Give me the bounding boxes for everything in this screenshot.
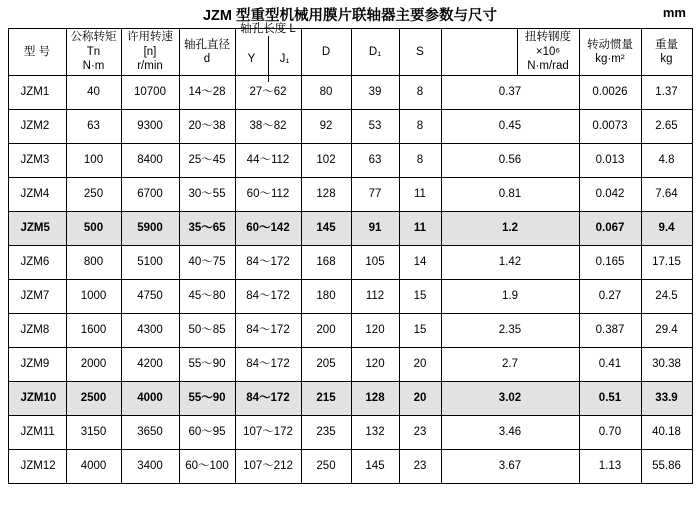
header-s-label: S bbox=[416, 45, 424, 58]
table-row bbox=[8, 348, 692, 382]
header-inertia-line2: kg·m² bbox=[595, 53, 625, 65]
cell-bore-dia: 55～90 bbox=[179, 348, 235, 382]
cell-model: JZM9 bbox=[8, 348, 66, 382]
cell-s: 11 bbox=[399, 178, 441, 212]
cell-bore-len: 44～112 bbox=[235, 144, 301, 178]
cell-inertia: 0.0026 bbox=[579, 76, 641, 110]
cell-weight: 9.4 bbox=[641, 212, 692, 246]
table-row bbox=[8, 76, 692, 110]
cell-torque: 2000 bbox=[66, 348, 121, 382]
header-bore-diameter-line1: 轴孔直径 bbox=[184, 38, 230, 51]
cell-bore-dia: 40～75 bbox=[179, 246, 235, 280]
cell-speed: 6700 bbox=[121, 178, 179, 212]
cell-inertia: 0.70 bbox=[579, 416, 641, 450]
table-header bbox=[8, 22, 692, 76]
cell-speed: 9300 bbox=[121, 110, 179, 144]
cell-inertia: 0.067 bbox=[579, 212, 641, 246]
cell-model: JZM8 bbox=[8, 314, 66, 348]
cell-bore-len: 84～172 bbox=[235, 348, 301, 382]
cell-torque: 2500 bbox=[66, 382, 121, 416]
cell-bore-len: 60～142 bbox=[235, 212, 301, 246]
table-row bbox=[8, 110, 692, 144]
cell-d: 235 bbox=[301, 416, 351, 450]
cell-s: 23 bbox=[399, 450, 441, 484]
cell-speed: 4750 bbox=[121, 280, 179, 314]
cell-s: 15 bbox=[399, 314, 441, 348]
cell-stiffness: 1.9 bbox=[441, 280, 579, 314]
header-model-label: 型 号 bbox=[23, 45, 51, 58]
cell-weight: 1.37 bbox=[641, 76, 692, 110]
header-bore-diameter bbox=[179, 29, 235, 76]
cell-s: 11 bbox=[399, 212, 441, 246]
cell-weight: 30.38 bbox=[641, 348, 692, 382]
cell-bore-len: 60～112 bbox=[235, 178, 301, 212]
cell-model: JZM11 bbox=[8, 416, 66, 450]
header-torque bbox=[66, 29, 121, 76]
cell-bore-dia: 14～28 bbox=[179, 76, 235, 110]
cell-model: JZM4 bbox=[8, 178, 66, 212]
header-torque-line3: N·m bbox=[82, 60, 105, 73]
cell-s: 8 bbox=[399, 144, 441, 178]
parameters-table bbox=[8, 22, 693, 484]
cell-bore-dia: 60～95 bbox=[179, 416, 235, 450]
cell-torque: 100 bbox=[66, 144, 121, 178]
cell-d: 145 bbox=[301, 212, 351, 246]
cell-stiffness: 2.7 bbox=[441, 348, 579, 382]
cell-model: JZM12 bbox=[8, 450, 66, 484]
cell-bore-dia: 25～45 bbox=[179, 144, 235, 178]
cell-speed: 3650 bbox=[121, 416, 179, 450]
cell-s: 15 bbox=[399, 280, 441, 314]
header-speed bbox=[121, 29, 179, 76]
cell-weight: 4.8 bbox=[641, 144, 692, 178]
header-inertia bbox=[579, 29, 641, 76]
cell-d1: 53 bbox=[351, 110, 399, 144]
cell-weight: 40.18 bbox=[641, 416, 692, 450]
header-torque-line1: 公称转矩 bbox=[70, 31, 117, 44]
cell-weight: 17.15 bbox=[641, 246, 692, 280]
cell-speed: 4300 bbox=[121, 314, 179, 348]
header-torque-line2: Tn bbox=[86, 45, 101, 58]
header-stiffness-line1: 扭转钢度 bbox=[525, 31, 571, 44]
cell-d: 205 bbox=[301, 348, 351, 382]
cell-d: 180 bbox=[301, 280, 351, 314]
cell-model: JZM6 bbox=[8, 246, 66, 280]
header-spacer bbox=[441, 29, 517, 76]
header-d-label: D bbox=[321, 45, 331, 58]
header-bore-length-y: Y bbox=[247, 53, 256, 65]
header-d1 bbox=[351, 29, 399, 76]
cell-d1: 145 bbox=[351, 450, 399, 484]
cell-d1: 77 bbox=[351, 178, 399, 212]
title-row bbox=[0, 0, 700, 28]
unit-label: mm bbox=[662, 5, 686, 20]
cell-weight: 55.86 bbox=[641, 450, 692, 484]
header-stiffness bbox=[517, 29, 579, 76]
cell-inertia: 0.51 bbox=[579, 382, 641, 416]
cell-inertia: 0.387 bbox=[579, 314, 641, 348]
cell-bore-len: 107～212 bbox=[235, 450, 301, 484]
cell-d: 128 bbox=[301, 178, 351, 212]
header-bore-length bbox=[235, 22, 301, 76]
cell-speed: 5900 bbox=[121, 212, 179, 246]
cell-d: 250 bbox=[301, 450, 351, 484]
cell-weight: 29.4 bbox=[641, 314, 692, 348]
cell-d1: 120 bbox=[351, 348, 399, 382]
header-speed-line2: [n] bbox=[143, 45, 157, 58]
cell-s: 23 bbox=[399, 416, 441, 450]
cell-weight: 24.5 bbox=[641, 280, 692, 314]
cell-torque: 800 bbox=[66, 246, 121, 280]
header-model bbox=[8, 29, 66, 76]
cell-model: JZM5 bbox=[8, 212, 66, 246]
cell-torque: 1000 bbox=[66, 280, 121, 314]
header-weight-line2: kg bbox=[660, 53, 673, 65]
cell-weight: 7.64 bbox=[641, 178, 692, 212]
table-row bbox=[8, 314, 692, 348]
header-speed-line1: 许用转速 bbox=[127, 31, 173, 44]
cell-bore-len: 84～172 bbox=[235, 314, 301, 348]
header-bore-length-line1: 轴孔长度 L bbox=[240, 22, 296, 35]
table-row bbox=[8, 144, 692, 178]
table-row bbox=[8, 178, 692, 212]
table-row bbox=[8, 382, 692, 416]
table-row bbox=[8, 212, 692, 246]
cell-weight: 33.9 bbox=[641, 382, 692, 416]
header-d bbox=[301, 29, 351, 76]
cell-d1: 132 bbox=[351, 416, 399, 450]
header-bore-length-j1: J₁ bbox=[268, 36, 301, 82]
cell-speed: 3400 bbox=[121, 450, 179, 484]
cell-stiffness: 3.02 bbox=[441, 382, 579, 416]
cell-stiffness: 1.42 bbox=[441, 246, 579, 280]
cell-bore-len: 84～172 bbox=[235, 382, 301, 416]
cell-stiffness: 0.56 bbox=[441, 144, 579, 178]
cell-torque: 3150 bbox=[66, 416, 121, 450]
cell-stiffness: 0.45 bbox=[441, 110, 579, 144]
cell-bore-len: 107～172 bbox=[235, 416, 301, 450]
cell-model: JZM7 bbox=[8, 280, 66, 314]
cell-bore-len: 38～82 bbox=[235, 110, 301, 144]
cell-d1: 128 bbox=[351, 382, 399, 416]
cell-bore-len: 27～62 bbox=[235, 76, 301, 110]
cell-speed: 4200 bbox=[121, 348, 179, 382]
table-row bbox=[8, 246, 692, 280]
cell-torque: 4000 bbox=[66, 450, 121, 484]
cell-d1: 63 bbox=[351, 144, 399, 178]
header-bore-length-subcols bbox=[236, 36, 301, 82]
header-weight bbox=[641, 29, 692, 76]
cell-inertia: 0.165 bbox=[579, 246, 641, 280]
cell-stiffness: 0.81 bbox=[441, 178, 579, 212]
cell-torque: 63 bbox=[66, 110, 121, 144]
cell-inertia: 0.41 bbox=[579, 348, 641, 382]
cell-bore-len: 84～172 bbox=[235, 246, 301, 280]
header-bore-diameter-line2: d bbox=[203, 53, 211, 65]
cell-inertia: 0.013 bbox=[579, 144, 641, 178]
cell-inertia: 0.042 bbox=[579, 178, 641, 212]
cell-model: JZM3 bbox=[8, 144, 66, 178]
cell-bore-dia: 55～90 bbox=[179, 382, 235, 416]
cell-d: 102 bbox=[301, 144, 351, 178]
cell-s: 8 bbox=[399, 76, 441, 110]
header-s bbox=[399, 29, 441, 76]
header-row bbox=[8, 29, 692, 76]
cell-speed: 5100 bbox=[121, 246, 179, 280]
cell-stiffness: 1.2 bbox=[441, 212, 579, 246]
table-body bbox=[8, 76, 692, 484]
table-row bbox=[8, 450, 692, 484]
cell-d1: 120 bbox=[351, 314, 399, 348]
cell-bore-dia: 20～38 bbox=[179, 110, 235, 144]
cell-inertia: 1.13 bbox=[579, 450, 641, 484]
cell-weight: 2.65 bbox=[641, 110, 692, 144]
cell-d: 80 bbox=[301, 76, 351, 110]
cell-stiffness: 3.46 bbox=[441, 416, 579, 450]
cell-stiffness: 0.37 bbox=[441, 76, 579, 110]
cell-model: JZM1 bbox=[8, 76, 66, 110]
cell-speed: 4000 bbox=[121, 382, 179, 416]
header-inertia-line1: 转动惯量 bbox=[587, 38, 633, 51]
cell-bore-dia: 45～80 bbox=[179, 280, 235, 314]
header-d1-label: D₁ bbox=[368, 45, 382, 58]
cell-stiffness: 2.35 bbox=[441, 314, 579, 348]
cell-torque: 500 bbox=[66, 212, 121, 246]
cell-d: 168 bbox=[301, 246, 351, 280]
cell-d1: 105 bbox=[351, 246, 399, 280]
cell-model: JZM2 bbox=[8, 110, 66, 144]
cell-model: JZM10 bbox=[8, 382, 66, 416]
cell-d1: 112 bbox=[351, 280, 399, 314]
cell-speed: 10700 bbox=[121, 76, 179, 110]
cell-d1: 39 bbox=[351, 76, 399, 110]
cell-inertia: 0.27 bbox=[579, 280, 641, 314]
cell-s: 14 bbox=[399, 246, 441, 280]
page-title: JZM 型重型机械用膜片联轴器主要参数与尺寸 bbox=[202, 8, 498, 24]
header-stiffness-line2: ×10⁶ bbox=[535, 45, 561, 58]
cell-stiffness: 3.67 bbox=[441, 450, 579, 484]
cell-d: 92 bbox=[301, 110, 351, 144]
cell-bore-dia: 30～55 bbox=[179, 178, 235, 212]
cell-s: 8 bbox=[399, 110, 441, 144]
cell-s: 20 bbox=[399, 348, 441, 382]
cell-d: 215 bbox=[301, 382, 351, 416]
cell-speed: 8400 bbox=[121, 144, 179, 178]
header-speed-line3: r/min bbox=[137, 60, 163, 73]
cell-inertia: 0.0073 bbox=[579, 110, 641, 144]
header-weight-line1: 重量 bbox=[655, 38, 678, 51]
cell-bore-dia: 50～85 bbox=[179, 314, 235, 348]
header-stiffness-line3: N·m/rad bbox=[527, 60, 569, 73]
cell-torque: 40 bbox=[66, 76, 121, 110]
cell-bore-len: 84～172 bbox=[235, 280, 301, 314]
cell-d: 200 bbox=[301, 314, 351, 348]
cell-s: 20 bbox=[399, 382, 441, 416]
cell-d1: 91 bbox=[351, 212, 399, 246]
table-row bbox=[8, 280, 692, 314]
cell-torque: 250 bbox=[66, 178, 121, 212]
cell-bore-dia: 60～100 bbox=[179, 450, 235, 484]
cell-torque: 1600 bbox=[66, 314, 121, 348]
cell-bore-dia: 35～65 bbox=[179, 212, 235, 246]
table-row bbox=[8, 416, 692, 450]
